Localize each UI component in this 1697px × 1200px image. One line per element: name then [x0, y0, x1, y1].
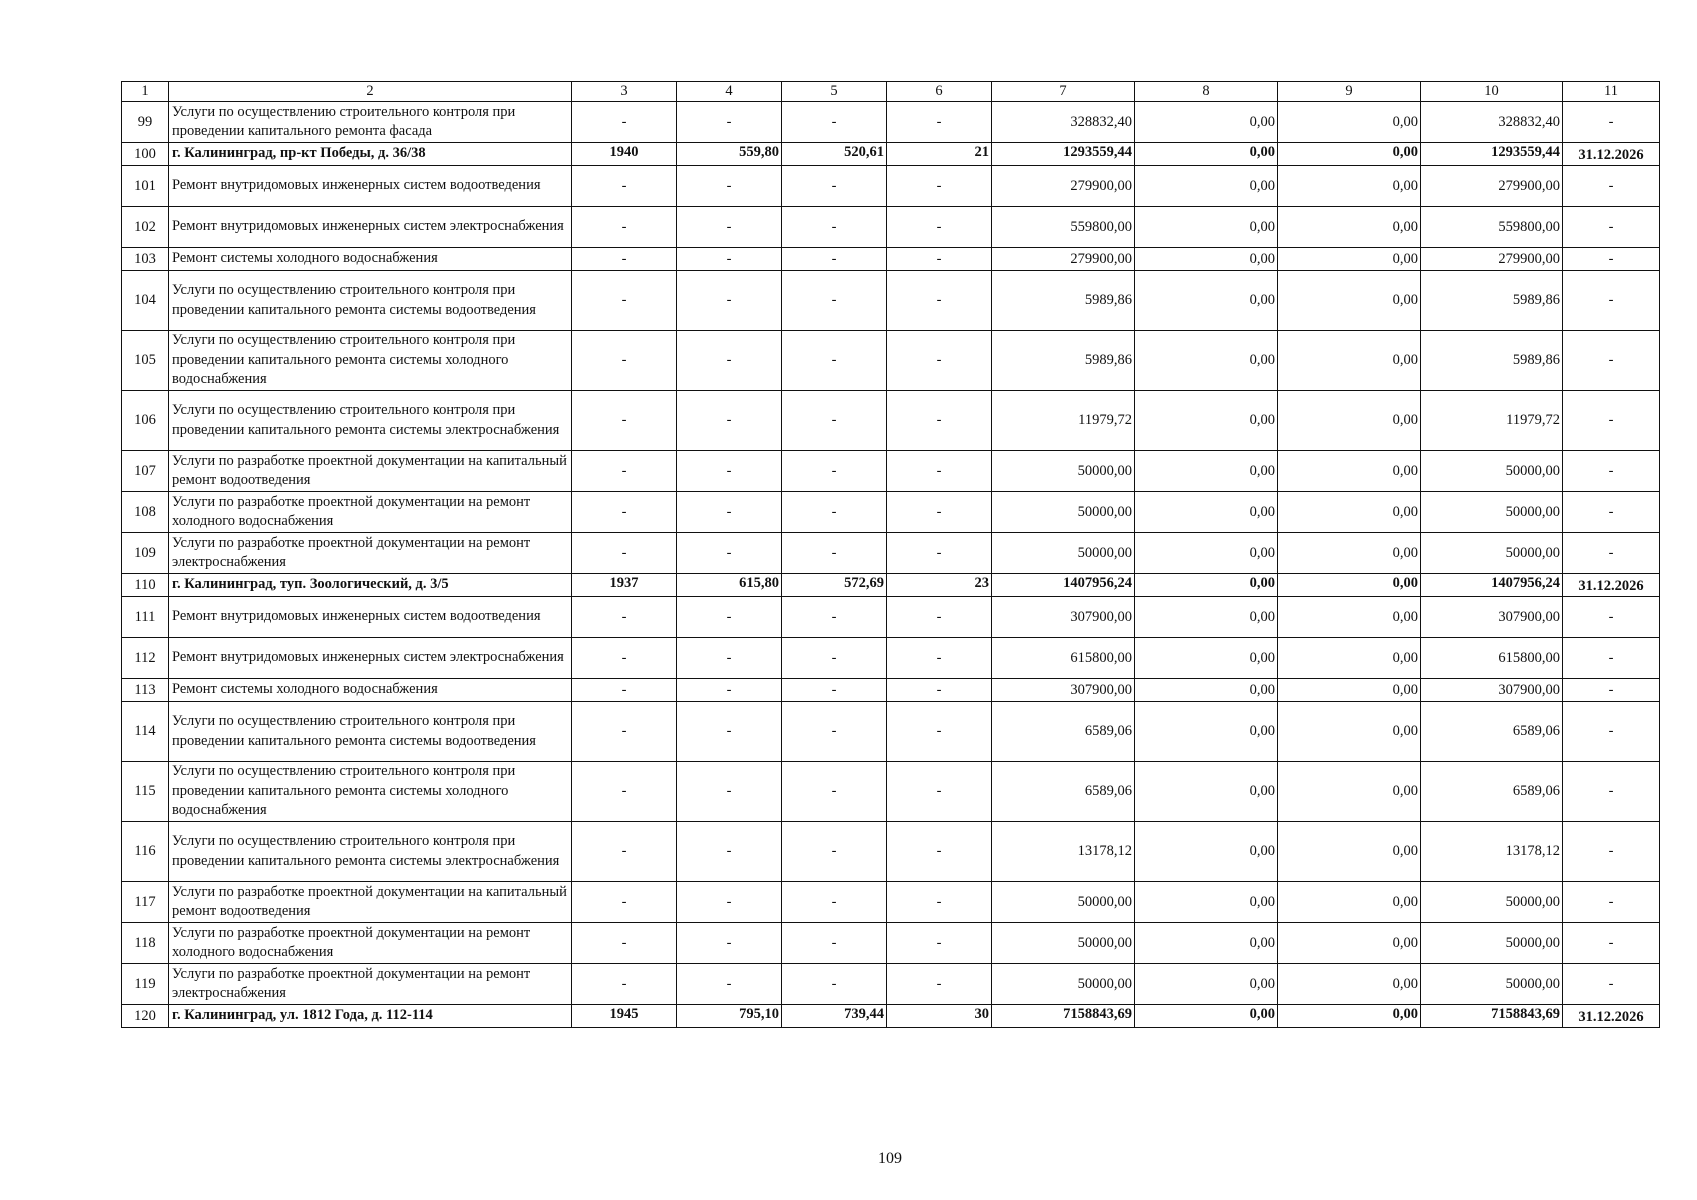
table-body: [122, 82, 1660, 1028]
col-10-amount: 5989,86: [1421, 331, 1563, 391]
address-row: [122, 143, 1660, 166]
col-6-cell: -: [887, 166, 992, 207]
table-row: [122, 248, 1660, 271]
col-3-cell: -: [572, 702, 677, 762]
col-7-amount: 11979,72: [992, 391, 1135, 451]
col-9-amount: 0,00: [1278, 492, 1421, 533]
col-11-date: -: [1563, 638, 1660, 679]
col-8-amount: 0,00: [1135, 248, 1278, 271]
work-description: Ремонт системы холодного водоснабжения: [169, 248, 572, 271]
table-row: [122, 331, 1660, 391]
col-3-cell: -: [572, 964, 677, 1005]
row-number: 99: [122, 102, 169, 143]
col-9-amount: 0,00: [1278, 391, 1421, 451]
col-3-cell: -: [572, 762, 677, 822]
row-number: 109: [122, 533, 169, 574]
row-number: 101: [122, 166, 169, 207]
col-4-cell: -: [677, 533, 782, 574]
col-8-amount: 0,00: [1135, 331, 1278, 391]
col-6-cell: -: [887, 207, 992, 248]
row-number: 107: [122, 451, 169, 492]
col-9-amount: 0,00: [1278, 964, 1421, 1005]
work-description: г. Калининград, туп. Зоологический, д. 3/5: [169, 574, 572, 597]
col-11-date: -: [1563, 923, 1660, 964]
col-5-cell: -: [782, 923, 887, 964]
col-11-date: -: [1563, 762, 1660, 822]
col-9-amount: 0,00: [1278, 166, 1421, 207]
column-number-row: [122, 82, 1660, 102]
col-11-date: -: [1563, 451, 1660, 492]
col-11-date: -: [1563, 882, 1660, 923]
column-header: 11: [1563, 82, 1660, 102]
col-8-amount: 0,00: [1135, 143, 1278, 166]
col-9-amount: 0,00: [1278, 331, 1421, 391]
col-10-amount: 279900,00: [1421, 248, 1563, 271]
col-4-cell: 795,10: [677, 1005, 782, 1028]
col-11-date: -: [1563, 271, 1660, 331]
work-description: Услуги по осуществлению строительного контроля при проведении капитального ремонта системы холодного водоснабжения: [169, 762, 572, 822]
col-6-cell: -: [887, 702, 992, 762]
col-9-amount: 0,00: [1278, 702, 1421, 762]
col-7-amount: 279900,00: [992, 248, 1135, 271]
col-4-cell: 615,80: [677, 574, 782, 597]
col-10-amount: 5989,86: [1421, 271, 1563, 331]
col-10-amount: 50000,00: [1421, 964, 1563, 1005]
col-7-amount: 279900,00: [992, 166, 1135, 207]
row-number: 108: [122, 492, 169, 533]
col-11-date: -: [1563, 492, 1660, 533]
work-description: Услуги по осуществлению строительного контроля при проведении капитального ремонта фасада: [169, 102, 572, 143]
col-11-date: -: [1563, 702, 1660, 762]
col-9-amount: 0,00: [1278, 638, 1421, 679]
table-row: [122, 451, 1660, 492]
col-5-cell: -: [782, 102, 887, 143]
row-number: 103: [122, 248, 169, 271]
col-9-amount: 0,00: [1278, 143, 1421, 166]
col-8-amount: 0,00: [1135, 964, 1278, 1005]
col-9-amount: 0,00: [1278, 597, 1421, 638]
col-4-cell: -: [677, 882, 782, 923]
col-7-amount: 328832,40: [992, 102, 1135, 143]
col-3-cell: -: [572, 271, 677, 331]
col-3-cell: -: [572, 638, 677, 679]
col-7-amount: 13178,12: [992, 822, 1135, 882]
work-description: Услуги по разработке проектной документации на ремонт электроснабжения: [169, 533, 572, 574]
work-description: Услуги по осуществлению строительного контроля при проведении капитального ремонта системы электроснабжения: [169, 391, 572, 451]
column-header: 10: [1421, 82, 1563, 102]
col-5-cell: -: [782, 248, 887, 271]
col-7-amount: 1407956,24: [992, 574, 1135, 597]
col-5-cell: -: [782, 882, 887, 923]
col-7-amount: 307900,00: [992, 597, 1135, 638]
col-8-amount: 0,00: [1135, 271, 1278, 331]
column-header: 1: [122, 82, 169, 102]
address-row: [122, 1005, 1660, 1028]
col-3-cell: -: [572, 822, 677, 882]
work-description: г. Калининград, ул. 1812 Года, д. 112-114: [169, 1005, 572, 1028]
col-4-cell: -: [677, 102, 782, 143]
table-row: [122, 166, 1660, 207]
col-9-amount: 0,00: [1278, 451, 1421, 492]
col-5-cell: -: [782, 451, 887, 492]
col-3-cell: -: [572, 533, 677, 574]
work-description: Услуги по осуществлению строительного контроля при проведении капитального ремонта системы электроснабжения: [169, 822, 572, 882]
table-row: [122, 762, 1660, 822]
col-11-date: -: [1563, 102, 1660, 143]
work-description: г. Калининград, пр-кт Победы, д. 36/38: [169, 143, 572, 166]
col-4-cell: -: [677, 391, 782, 451]
col-5-cell: -: [782, 597, 887, 638]
col-7-amount: 50000,00: [992, 451, 1135, 492]
col-10-amount: 307900,00: [1421, 597, 1563, 638]
column-header: 4: [677, 82, 782, 102]
col-4-cell: -: [677, 638, 782, 679]
col-7-amount: 5989,86: [992, 271, 1135, 331]
col-11-date: -: [1563, 166, 1660, 207]
col-8-amount: 0,00: [1135, 391, 1278, 451]
col-5-cell: 572,69: [782, 574, 887, 597]
col-4-cell: -: [677, 248, 782, 271]
col-10-amount: 50000,00: [1421, 533, 1563, 574]
col-4-cell: -: [677, 679, 782, 702]
col-7-amount: 5989,86: [992, 331, 1135, 391]
column-header: 9: [1278, 82, 1421, 102]
col-3-cell: -: [572, 166, 677, 207]
table-row: [122, 882, 1660, 923]
col-11-date: -: [1563, 679, 1660, 702]
col-3-cell: 1940: [572, 143, 677, 166]
column-header: 6: [887, 82, 992, 102]
col-5-cell: -: [782, 166, 887, 207]
col-7-amount: 6589,06: [992, 762, 1135, 822]
col-9-amount: 0,00: [1278, 882, 1421, 923]
col-9-amount: 0,00: [1278, 207, 1421, 248]
col-9-amount: 0,00: [1278, 1005, 1421, 1028]
col-4-cell: -: [677, 166, 782, 207]
col-6-cell: -: [887, 533, 992, 574]
col-4-cell: -: [677, 702, 782, 762]
col-3-cell: -: [572, 102, 677, 143]
col-3-cell: -: [572, 331, 677, 391]
table-row: [122, 702, 1660, 762]
col-5-cell: -: [782, 533, 887, 574]
col-8-amount: 0,00: [1135, 923, 1278, 964]
col-11-date: 31.12.2026: [1563, 1005, 1660, 1028]
column-header: 2: [169, 82, 572, 102]
repair-plan-table: [121, 81, 1660, 1028]
col-10-amount: 50000,00: [1421, 492, 1563, 533]
col-5-cell: -: [782, 271, 887, 331]
row-number: 114: [122, 702, 169, 762]
col-10-amount: 50000,00: [1421, 882, 1563, 923]
col-5-cell: -: [782, 679, 887, 702]
row-number: 112: [122, 638, 169, 679]
row-number: 116: [122, 822, 169, 882]
col-5-cell: -: [782, 762, 887, 822]
col-7-amount: 6589,06: [992, 702, 1135, 762]
col-4-cell: -: [677, 492, 782, 533]
work-description: Услуги по осуществлению строительного контроля при проведении капитального ремонта системы холодного водоснабжения: [169, 331, 572, 391]
col-4-cell: -: [677, 207, 782, 248]
col-9-amount: 0,00: [1278, 248, 1421, 271]
col-3-cell: -: [572, 492, 677, 533]
col-10-amount: 50000,00: [1421, 451, 1563, 492]
col-10-amount: 6589,06: [1421, 702, 1563, 762]
col-5-cell: 739,44: [782, 1005, 887, 1028]
col-5-cell: -: [782, 822, 887, 882]
col-9-amount: 0,00: [1278, 679, 1421, 702]
col-9-amount: 0,00: [1278, 574, 1421, 597]
work-description: Услуги по осуществлению строительного контроля при проведении капитального ремонта системы водоотведения: [169, 702, 572, 762]
col-7-amount: 50000,00: [992, 882, 1135, 923]
col-8-amount: 0,00: [1135, 702, 1278, 762]
col-6-cell: -: [887, 762, 992, 822]
col-10-amount: 328832,40: [1421, 102, 1563, 143]
col-11-date: 31.12.2026: [1563, 574, 1660, 597]
col-11-date: -: [1563, 248, 1660, 271]
col-7-amount: 559800,00: [992, 207, 1135, 248]
col-3-cell: -: [572, 391, 677, 451]
col-11-date: -: [1563, 207, 1660, 248]
col-10-amount: 6589,06: [1421, 762, 1563, 822]
col-10-amount: 307900,00: [1421, 679, 1563, 702]
col-8-amount: 0,00: [1135, 102, 1278, 143]
col-8-amount: 0,00: [1135, 1005, 1278, 1028]
col-3-cell: 1945: [572, 1005, 677, 1028]
col-4-cell: -: [677, 822, 782, 882]
table-row: [122, 679, 1660, 702]
table-row: [122, 391, 1660, 451]
row-number: 102: [122, 207, 169, 248]
work-description: Услуги по разработке проектной документации на капитальный ремонт водоотведения: [169, 882, 572, 923]
col-7-amount: 50000,00: [992, 492, 1135, 533]
work-description: Услуги по разработке проектной документации на капитальный ремонт водоотведения: [169, 451, 572, 492]
col-3-cell: -: [572, 248, 677, 271]
col-7-amount: 50000,00: [992, 923, 1135, 964]
col-6-cell: -: [887, 597, 992, 638]
col-8-amount: 0,00: [1135, 574, 1278, 597]
col-9-amount: 0,00: [1278, 533, 1421, 574]
col-8-amount: 0,00: [1135, 597, 1278, 638]
col-10-amount: 279900,00: [1421, 166, 1563, 207]
col-9-amount: 0,00: [1278, 102, 1421, 143]
col-4-cell: -: [677, 451, 782, 492]
row-number: 113: [122, 679, 169, 702]
col-8-amount: 0,00: [1135, 492, 1278, 533]
col-5-cell: -: [782, 391, 887, 451]
row-number: 104: [122, 271, 169, 331]
col-6-cell: -: [887, 102, 992, 143]
row-number: 120: [122, 1005, 169, 1028]
table-row: [122, 533, 1660, 574]
col-6-cell: 21: [887, 143, 992, 166]
table-row: [122, 822, 1660, 882]
col-6-cell: -: [887, 964, 992, 1005]
work-description: Ремонт внутридомовых инженерных систем электроснабжения: [169, 638, 572, 679]
col-7-amount: 7158843,69: [992, 1005, 1135, 1028]
col-5-cell: -: [782, 638, 887, 679]
col-4-cell: 559,80: [677, 143, 782, 166]
col-11-date: 31.12.2026: [1563, 143, 1660, 166]
col-5-cell: -: [782, 964, 887, 1005]
col-10-amount: 559800,00: [1421, 207, 1563, 248]
col-4-cell: -: [677, 964, 782, 1005]
col-9-amount: 0,00: [1278, 923, 1421, 964]
col-7-amount: 50000,00: [992, 964, 1135, 1005]
col-9-amount: 0,00: [1278, 271, 1421, 331]
col-5-cell: -: [782, 702, 887, 762]
column-header: 3: [572, 82, 677, 102]
col-6-cell: -: [887, 638, 992, 679]
table-row: [122, 597, 1660, 638]
row-number: 111: [122, 597, 169, 638]
col-6-cell: -: [887, 391, 992, 451]
work-description: Ремонт внутридомовых инженерных систем водоотведения: [169, 597, 572, 638]
column-header: 8: [1135, 82, 1278, 102]
col-7-amount: 50000,00: [992, 533, 1135, 574]
col-6-cell: -: [887, 923, 992, 964]
col-3-cell: -: [572, 207, 677, 248]
row-number: 110: [122, 574, 169, 597]
work-description: Ремонт системы холодного водоснабжения: [169, 679, 572, 702]
col-8-amount: 0,00: [1135, 451, 1278, 492]
col-8-amount: 0,00: [1135, 762, 1278, 822]
col-11-date: -: [1563, 597, 1660, 638]
col-10-amount: 615800,00: [1421, 638, 1563, 679]
col-6-cell: -: [887, 882, 992, 923]
col-4-cell: -: [677, 271, 782, 331]
row-number: 117: [122, 882, 169, 923]
row-number: 118: [122, 923, 169, 964]
col-5-cell: -: [782, 492, 887, 533]
work-description: Услуги по осуществлению строительного контроля при проведении капитального ремонта системы водоотведения: [169, 271, 572, 331]
table-row: [122, 207, 1660, 248]
col-4-cell: -: [677, 923, 782, 964]
table-row: [122, 271, 1660, 331]
col-6-cell: 23: [887, 574, 992, 597]
row-number: 100: [122, 143, 169, 166]
col-6-cell: -: [887, 822, 992, 882]
col-3-cell: -: [572, 451, 677, 492]
col-4-cell: -: [677, 331, 782, 391]
col-10-amount: 11979,72: [1421, 391, 1563, 451]
col-8-amount: 0,00: [1135, 638, 1278, 679]
col-9-amount: 0,00: [1278, 762, 1421, 822]
work-description: Ремонт внутридомовых инженерных систем водоотведения: [169, 166, 572, 207]
col-7-amount: 1293559,44: [992, 143, 1135, 166]
col-11-date: -: [1563, 822, 1660, 882]
column-header: 7: [992, 82, 1135, 102]
col-3-cell: -: [572, 597, 677, 638]
col-6-cell: 30: [887, 1005, 992, 1028]
col-3-cell: -: [572, 923, 677, 964]
table-row: [122, 923, 1660, 964]
col-5-cell: -: [782, 207, 887, 248]
table-row: [122, 492, 1660, 533]
table-row: [122, 102, 1660, 143]
table-row: [122, 964, 1660, 1005]
col-10-amount: 1293559,44: [1421, 143, 1563, 166]
col-5-cell: -: [782, 331, 887, 391]
table-row: [122, 638, 1660, 679]
col-11-date: -: [1563, 964, 1660, 1005]
row-number: 106: [122, 391, 169, 451]
work-description: Услуги по разработке проектной документации на ремонт холодного водоснабжения: [169, 923, 572, 964]
col-8-amount: 0,00: [1135, 882, 1278, 923]
col-4-cell: -: [677, 762, 782, 822]
col-3-cell: -: [572, 882, 677, 923]
col-10-amount: 13178,12: [1421, 822, 1563, 882]
col-6-cell: -: [887, 679, 992, 702]
col-3-cell: 1937: [572, 574, 677, 597]
col-8-amount: 0,00: [1135, 533, 1278, 574]
col-8-amount: 0,00: [1135, 166, 1278, 207]
col-8-amount: 0,00: [1135, 207, 1278, 248]
col-6-cell: -: [887, 271, 992, 331]
col-3-cell: -: [572, 679, 677, 702]
column-header: 5: [782, 82, 887, 102]
page-number: 109: [878, 1150, 902, 1167]
col-10-amount: 50000,00: [1421, 923, 1563, 964]
col-8-amount: 0,00: [1135, 679, 1278, 702]
row-number: 119: [122, 964, 169, 1005]
col-5-cell: 520,61: [782, 143, 887, 166]
work-description: Услуги по разработке проектной документации на ремонт холодного водоснабжения: [169, 492, 572, 533]
col-10-amount: 1407956,24: [1421, 574, 1563, 597]
col-10-amount: 7158843,69: [1421, 1005, 1563, 1028]
col-11-date: -: [1563, 391, 1660, 451]
col-9-amount: 0,00: [1278, 822, 1421, 882]
row-number: 105: [122, 331, 169, 391]
col-6-cell: -: [887, 248, 992, 271]
address-row: [122, 574, 1660, 597]
col-4-cell: -: [677, 597, 782, 638]
work-description: Ремонт внутридомовых инженерных систем электроснабжения: [169, 207, 572, 248]
col-11-date: -: [1563, 533, 1660, 574]
col-7-amount: 615800,00: [992, 638, 1135, 679]
row-number: 115: [122, 762, 169, 822]
col-6-cell: -: [887, 331, 992, 391]
col-6-cell: -: [887, 451, 992, 492]
col-11-date: -: [1563, 331, 1660, 391]
work-description: Услуги по разработке проектной документации на ремонт электроснабжения: [169, 964, 572, 1005]
col-6-cell: -: [887, 492, 992, 533]
col-7-amount: 307900,00: [992, 679, 1135, 702]
col-8-amount: 0,00: [1135, 822, 1278, 882]
